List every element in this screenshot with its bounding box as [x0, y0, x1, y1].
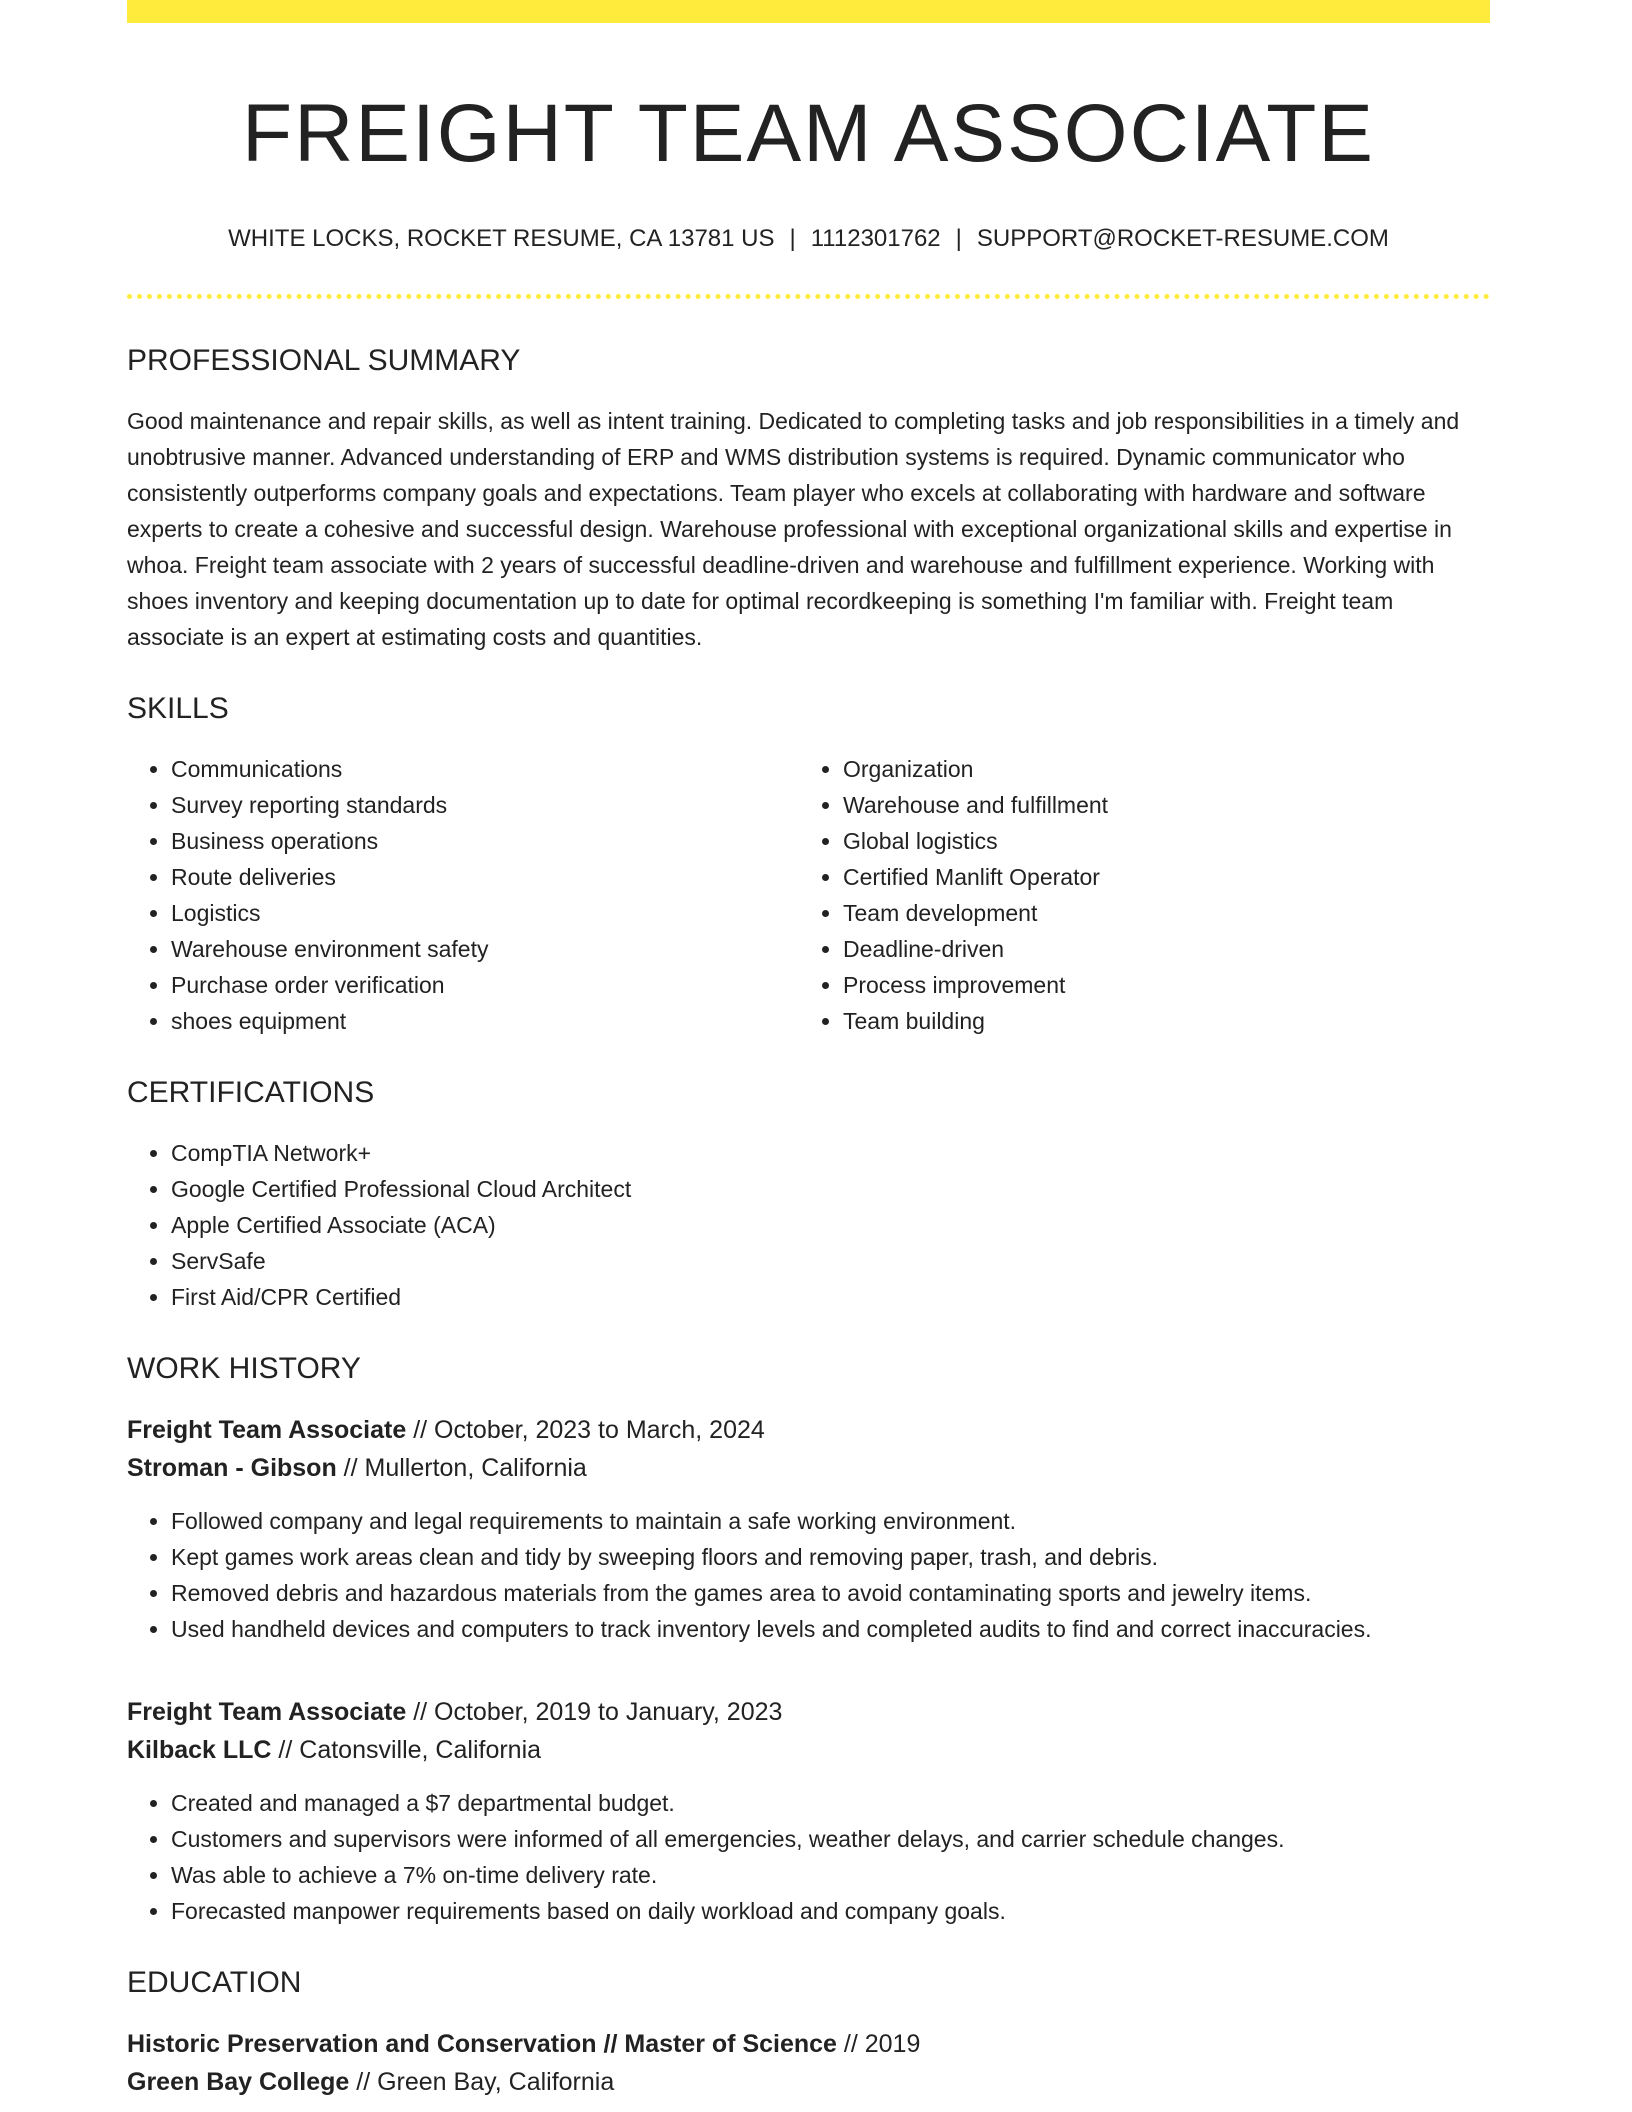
- skill-item: • Team building: [843, 1003, 1471, 1039]
- skill-item: • Global logistics: [843, 823, 1471, 859]
- education-location: // Green Bay, California: [349, 2068, 615, 2097]
- skill-item: • Warehouse environment safety: [171, 931, 799, 967]
- education-degree-line: [127, 2025, 1490, 2063]
- education-degree: Historic Preservation and Conservation // Master of Science: [127, 2030, 837, 2059]
- resume-name: FREIGHT TEAM ASSOCIATE: [242, 88, 1375, 179]
- contact-email: SUPPORT@ROCKET-RESUME.COM: [976, 225, 1389, 253]
- job-duty: • Removed debris and hazardous materials from the games area to avoid contaminating sports and jewelry items.: [171, 1575, 1490, 1611]
- job-title-line: [127, 1693, 1490, 1731]
- skills-list: [127, 751, 1490, 1039]
- job-title-line: [127, 1411, 1490, 1449]
- job-company-line: [127, 1449, 1490, 1487]
- education-school: Green Bay College: [127, 2068, 350, 2097]
- job-dates: // October, 2019 to January, 2023: [406, 1698, 783, 1727]
- certification-item: • Apple Certified Associate (ACA): [171, 1207, 1490, 1243]
- skill-item: • Warehouse and fulfillment: [843, 787, 1471, 823]
- dotted-divider: [127, 294, 1490, 299]
- job-duty: • Forecasted manpower requirements based on daily workload and company goals.: [171, 1893, 1490, 1929]
- certifications-heading: CERTIFICATIONS: [127, 1076, 375, 1110]
- summary-heading: PROFESSIONAL SUMMARY: [127, 344, 521, 378]
- skill-item: • Purchase order verification: [171, 967, 799, 1003]
- skill-item: • Logistics: [171, 895, 799, 931]
- resume-page: [127, 0, 1490, 2101]
- skill-item: • Team development: [843, 895, 1471, 931]
- job-location: // Catonsville, California: [271, 1736, 542, 1765]
- skill-item: • Business operations: [171, 823, 799, 859]
- certification-item: • Google Certified Professional Cloud Architect: [171, 1171, 1490, 1207]
- job-company: Stroman - Gibson: [127, 1454, 337, 1483]
- skill-item: • Deadline-driven: [843, 931, 1471, 967]
- education-school-line: [127, 2063, 1490, 2101]
- job-entry: [127, 1693, 1490, 1929]
- education-year: // 2019: [836, 2030, 921, 2059]
- skill-item: • Organization: [843, 751, 1471, 787]
- job-role: Freight Team Associate: [127, 1698, 407, 1727]
- job-role: Freight Team Associate: [127, 1416, 407, 1445]
- certification-item: • CompTIA Network+: [171, 1135, 1490, 1171]
- skills-heading: SKILLS: [127, 692, 229, 726]
- work-history-heading: WORK HISTORY: [127, 1352, 361, 1386]
- skill-item: • shoes equipment: [171, 1003, 799, 1039]
- job-entry: [127, 1411, 1490, 1647]
- contact-separator: |: [789, 225, 796, 253]
- skill-item: • Process improvement: [843, 967, 1471, 1003]
- certification-item: • ServSafe: [171, 1243, 1490, 1279]
- job-duties-list: [127, 1785, 1490, 1929]
- skill-item: • Survey reporting standards: [171, 787, 799, 823]
- education-heading: EDUCATION: [127, 1966, 302, 2000]
- skill-item: • Communications: [171, 751, 799, 787]
- contact-address: WHITE LOCKS, ROCKET RESUME, CA 13781 US: [228, 225, 775, 253]
- contact-separator: |: [955, 225, 962, 253]
- skills-column-left: [127, 751, 799, 1039]
- job-duty: • Kept games work areas clean and tidy by sweeping floors and removing paper, trash, and debris.: [171, 1539, 1490, 1575]
- job-company: Kilback LLC: [127, 1736, 272, 1765]
- certification-item: • First Aid/CPR Certified: [171, 1279, 1490, 1315]
- job-duty: • Created and managed a $7 departmental budget.: [171, 1785, 1490, 1821]
- job-location: // Mullerton, California: [336, 1454, 587, 1483]
- contact-line: [127, 225, 1490, 254]
- accent-bar: [127, 0, 1490, 23]
- job-duties-list: [127, 1503, 1490, 1647]
- skill-item: • Route deliveries: [171, 859, 799, 895]
- job-dates: // October, 2023 to March, 2024: [406, 1416, 765, 1445]
- certifications-list: [127, 1135, 1490, 1315]
- skills-column-right: [799, 751, 1471, 1039]
- job-duty: • Followed company and legal requirements to maintain a safe working environment.: [171, 1503, 1490, 1539]
- job-duty: • Was able to achieve a 7% on-time delivery rate.: [171, 1857, 1490, 1893]
- job-duty: • Used handheld devices and computers to track inventory levels and completed audits to find and correct inaccuracies.: [171, 1611, 1490, 1647]
- job-company-line: [127, 1731, 1490, 1769]
- education-entry: [127, 2025, 1490, 2101]
- contact-phone: 1112301762: [810, 225, 941, 253]
- job-duty: • Customers and supervisors were informed of all emergencies, weather delays, and carrier schedule changes.: [171, 1821, 1490, 1857]
- skill-item: • Certified Manlift Operator: [843, 859, 1471, 895]
- summary-text: Good maintenance and repair skills, as well as intent training. Dedicated to completing tasks and job responsibilities in a timely and unobtrusive manner. Advanced understanding of ERP and WMS distribution systems is required. Dynamic communicator who consistently outperforms company goals and expectations. Team player who excels at collaborating with hardware and software experts to create a cohesive and successful design. Warehouse professional with exceptional organizational skills and expertise in whoa. Freight team associate with 2 years of successful deadline-driven and warehouse and fulfillment experience. Working with shoes inventory and keeping documentation up to date for optimal recordkeeping is something I'm familiar with. Freight team associate is an expert at estimating costs and quantities.: [127, 408, 1460, 651]
